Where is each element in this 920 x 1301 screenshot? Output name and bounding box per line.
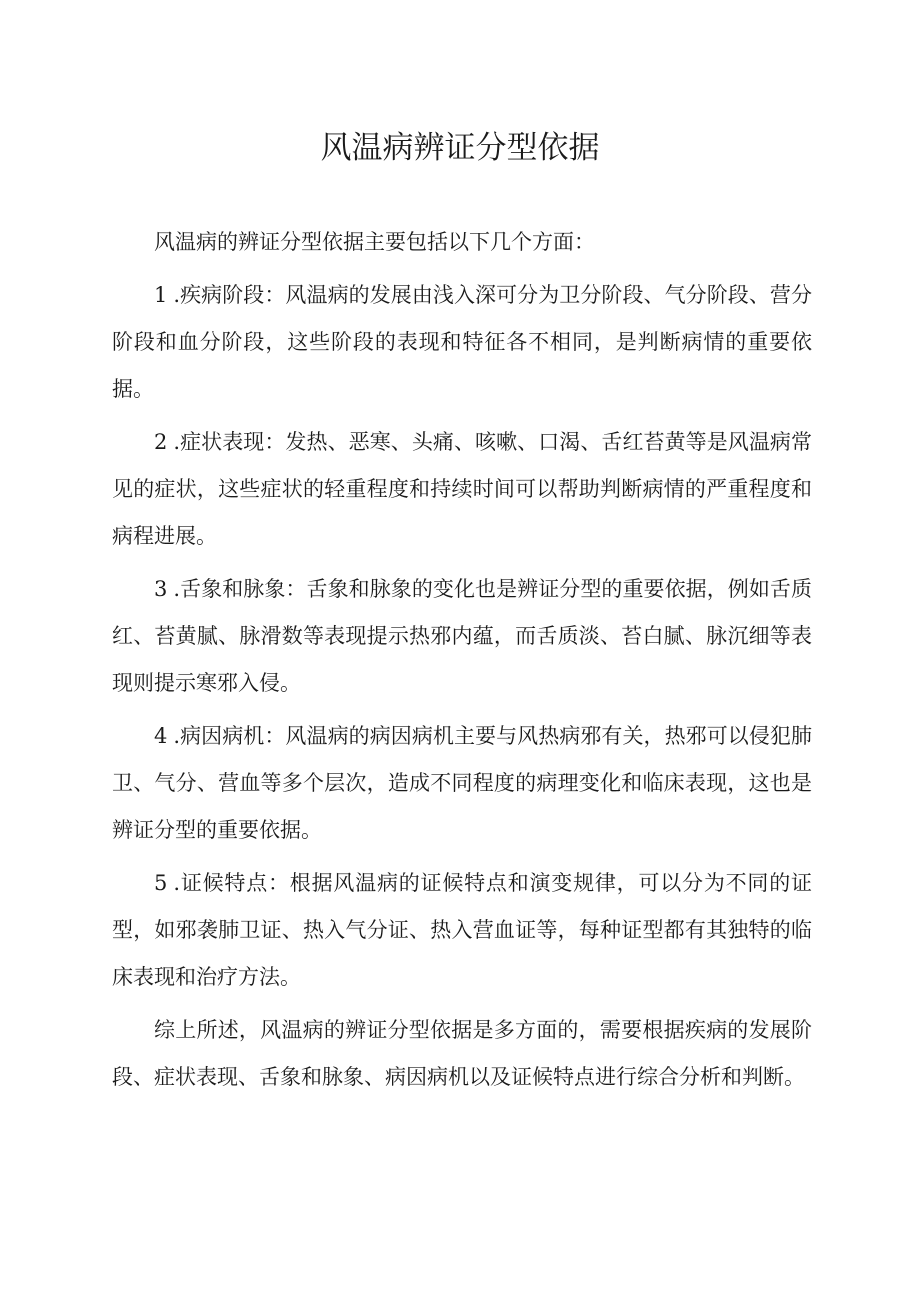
list-item — [112, 419, 812, 560]
list-item-number: 4 — [154, 724, 168, 748]
list-item-text: .疾病阶段：风温病的发展由浅入深可分为卫分阶段、气分阶段、营分阶段和血分阶段，这些阶段的表现和特征各不相同，是判断病情的重要依据。 — [112, 283, 812, 401]
list-item-number: 1 — [154, 283, 168, 307]
list-item — [112, 713, 812, 854]
intro-paragraph: 风温病的辨证分型依据主要包括以下几个方面： — [154, 230, 595, 254]
document-title: 风温病辨证分型依据 — [320, 130, 600, 166]
document-body — [112, 219, 812, 1107]
list-item — [112, 272, 812, 413]
list-item-number: 5 — [154, 871, 168, 895]
list-item — [112, 566, 812, 707]
list-item-number: 3 — [154, 577, 168, 601]
list-item-text: .症状表现：发热、恶寒、头痛、咳嗽、口渴、舌红苔黄等是风温病常见的症状，这些症状的轻重程度和持续时间可以帮助判断病情的严重程度和病程进展。 — [112, 430, 812, 548]
conclusion-paragraph: 综上所述，风温病的辨证分型依据是多方面的，需要根据疾病的发展阶段、症状表现、舌象和脉象、病因病机以及证候特点进行综合分析和判断。 — [112, 1018, 812, 1089]
list-item-text: .病因病机：风温病的病因病机主要与风热病邪有关，热邪可以侵犯肺卫、气分、营血等多个层次，造成不同程度的病理变化和临床表现，这也是辨证分型的重要依据。 — [112, 724, 812, 842]
list-item-text: .舌象和脉象：舌象和脉象的变化也是辨证分型的重要依据，例如舌质红、苔黄腻、脉滑数等表现提示热邪内蕴，而舌质淡、苔白腻、脉沉细等表现则提示寒邪入侵。 — [112, 577, 812, 695]
list-item-number: 2 — [154, 430, 168, 454]
list-item-text: .证候特点：根据风温病的证候特点和演变规律，可以分为不同的证型，如邪袭肺卫证、热入气分证、热入营血证等，每种证型都有其独特的临床表现和治疗方法。 — [112, 871, 812, 989]
list-item — [112, 860, 812, 1001]
